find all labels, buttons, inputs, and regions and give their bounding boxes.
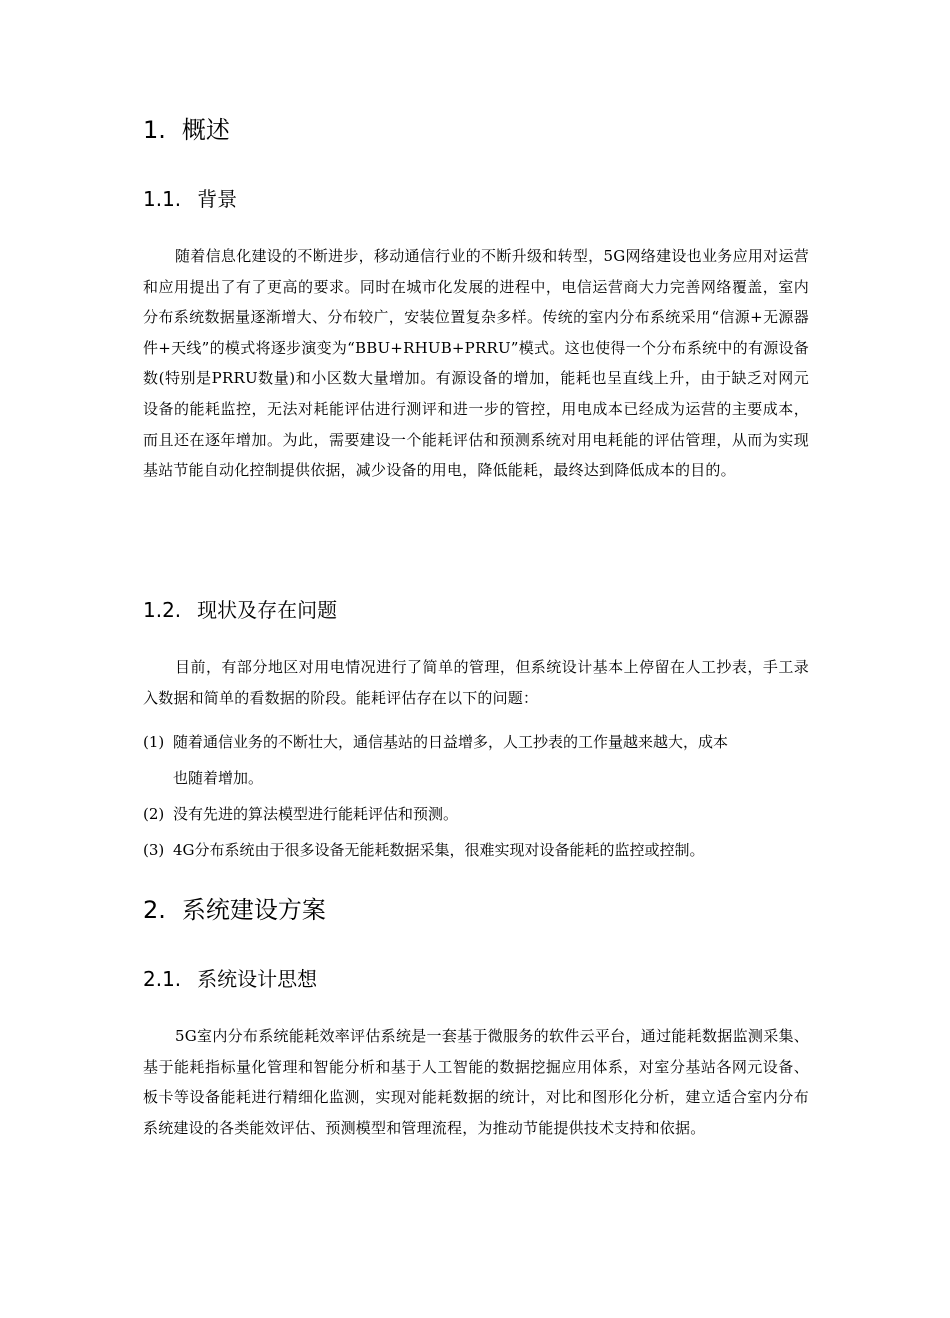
list-marker: (3) [143, 841, 165, 859]
subsection-heading-1-1 [143, 185, 237, 213]
list-marker: (1) [143, 733, 165, 751]
list-text: 随着通信业务的不断壮大，通信基站的日益增多，人工抄表的工作量越来越大，成本 [173, 733, 729, 751]
paragraph-background: 随着信息化建设的不断进步，移动通信行业的不断升级和转型，5G网络建设也业务应用对运营和应用提出了有了更高的要求。同时在城市化发展的进程中，电信运营商大力完善网络覆盖，室内分布系统数据量逐渐增大、分布较广，安装位置复杂多样。传统的室内分布系统采用“信源+无源器件+天线”的模式将逐步演变为“BBU+RHUB+PRRU”模式。这也使得一个分布系统中的有源设备数(特别是PRRU数量)和小区数大量增加。有源设备的增加，能耗也呈直线上升，由于缺乏对网元设备的能耗监控，无法对耗能评估进行测评和进一步的管控，用电成本已经成为运营的主要成本，而且还在逐年增加。为此，需要建设一个能耗评估和预测系统对用电耗能的评估管理，从而为实现基站节能自动化控制提供依据，减少设备的用电，降低能耗，最终达到降低成本的目的。 [143, 247, 809, 480]
subsection-number: 1.1. [143, 187, 182, 211]
subsection-number: 1.2. [143, 598, 182, 622]
subsection-title: 现状及存在问题 [197, 598, 338, 622]
subsection-title: 系统设计思想 [197, 967, 318, 991]
list-marker: (2) [143, 805, 165, 823]
section-number: 2. [143, 896, 166, 924]
subsection-title: 背景 [197, 187, 238, 211]
subsection-heading-1-2 [143, 596, 337, 624]
section-number: 1. [143, 116, 166, 144]
list-text: 4G分布系统由于很多设备无能耗数据采集，很难实现对设备能耗的监控或控制。 [173, 841, 705, 859]
list-item [143, 796, 809, 832]
paragraph-design-idea: 5G室内分布系统能耗效率评估系统是一套基于微服务的软件云平台，通过能耗数据监测采集、基于能耗指标量化管理和智能分析和基于人工智能的数据挖掘应用体系，对室分基站各网元设备、板卡等设备能耗进行精细化监测，实现对能耗数据的统计，对比和图形化分析，建立适合室内分布系统建设的各类能效评估、预测模型和管理流程，为推动节能提供技术支持和依据。 [143, 1027, 809, 1137]
subsection-heading-2-1 [143, 965, 317, 993]
list-item [143, 832, 809, 868]
subsection-number: 2.1. [143, 967, 182, 991]
section-heading-2 [143, 894, 326, 926]
section-title: 概述 [181, 116, 230, 144]
list-text-continuation: 也随着增加。 [173, 769, 264, 787]
list-text: 没有先进的算法模型进行能耗评估和预测。 [173, 805, 459, 823]
section-heading-1 [143, 114, 230, 146]
paragraph-status: 目前，有部分地区对用电情况进行了简单的管理，但系统设计基本上停留在人工抄表，手工录入数据和简单的看数据的阶段。能耗评估存在以下的问题： [143, 658, 809, 707]
list-item [143, 724, 809, 796]
section-title: 系统建设方案 [181, 896, 326, 924]
